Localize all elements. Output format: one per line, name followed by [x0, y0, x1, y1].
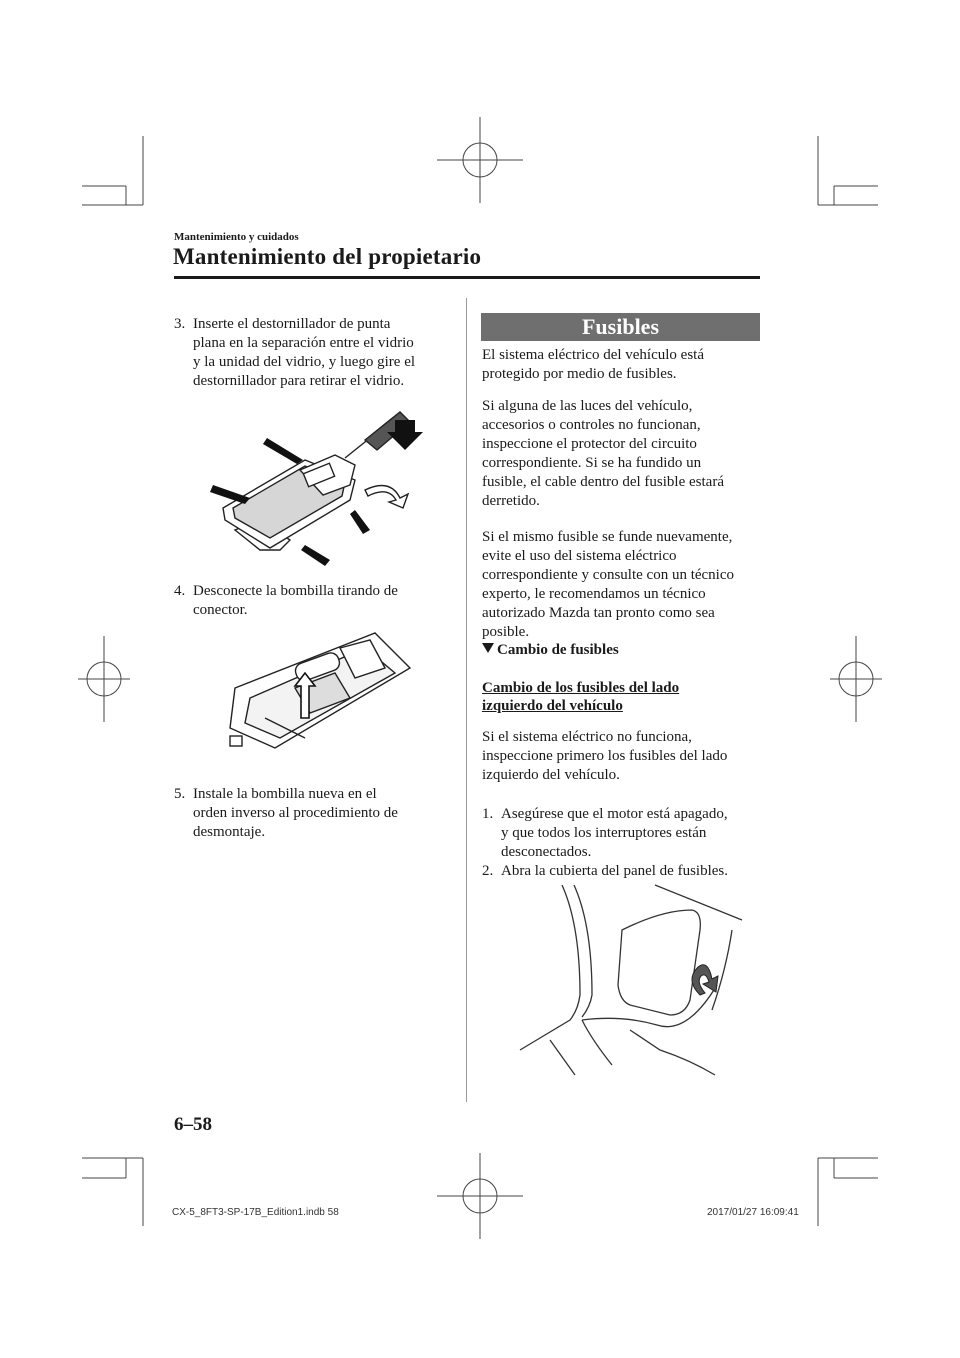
step-number: 5.	[174, 786, 186, 802]
step-number: 1.	[482, 806, 494, 822]
step-text	[193, 785, 398, 842]
text-line: Si el mismo fusible se funde nuevamente,	[482, 529, 733, 545]
text-line: accesorios o controles no funcionan,	[482, 417, 701, 433]
text-line: inspeccione el protector del circuito	[482, 436, 697, 452]
text-line: evite el uso del sistema eléctrico	[482, 548, 677, 564]
text-line: correspondiente y consulte con un técnico	[482, 567, 734, 583]
section-label: Mantenimiento y cuidados	[174, 231, 299, 243]
text-line: Asegúrese que el motor está apagado,	[501, 806, 728, 822]
text-line: orden inverso al procedimiento de	[193, 805, 398, 821]
text-line: desconectados.	[501, 844, 592, 860]
paragraph-lights	[482, 397, 762, 511]
paragraph-intro	[482, 346, 762, 384]
footer-timestamp: 2017/01/27 16:09:41	[707, 1207, 799, 1218]
text-line: Si el sistema eléctrico no funciona,	[482, 729, 692, 745]
text-line: Cambio de los fusibles del lado	[482, 680, 680, 696]
subheading-fuse-change	[482, 642, 619, 659]
step-text	[193, 582, 398, 620]
text-line: fusible, el cable dentro del fusible estará	[482, 474, 724, 490]
step-2	[482, 862, 762, 882]
bulb-removal-illustration	[225, 628, 415, 758]
text-line: Instale la bombilla nueva en el	[193, 786, 377, 802]
column-divider	[466, 298, 467, 1102]
text-line: autorizado Mazda tan pronto como sea	[482, 605, 715, 621]
footer-filename: CX-5_8FT3-SP-17B_Edition1.indb 58	[172, 1207, 339, 1218]
step-number: 2.	[482, 863, 494, 879]
text-line: y que todos los interruptores están	[501, 825, 707, 841]
step-text	[501, 805, 728, 862]
text-line: destornillador para retirar el vidrio.	[193, 373, 405, 389]
title-rule	[174, 276, 760, 279]
page-title: Mantenimiento del propietario	[173, 244, 482, 269]
step-1	[482, 805, 762, 865]
step-number: 4.	[174, 583, 186, 599]
text-line: izquierdo del vehículo	[482, 698, 623, 714]
text-line: Desconecte la bombilla tirando de	[193, 583, 398, 599]
text-line: derretido.	[482, 493, 540, 509]
text-line: correspondiente. Si se ha fundido un	[482, 455, 702, 471]
text-line: Abra la cubierta del panel de fusibles.	[501, 863, 728, 879]
text-line: Inserte el destornillador de punta	[193, 316, 391, 332]
text-line: izquierdo del vehículo.	[482, 767, 620, 783]
text-line: inspeccione primero los fusibles del lado	[482, 748, 728, 764]
step-3	[174, 315, 464, 395]
step-4	[174, 582, 464, 622]
text-line: El sistema eléctrico del vehículo está	[482, 347, 704, 363]
text-line: Si alguna de las luces del vehículo,	[482, 398, 693, 414]
text-line: conector.	[193, 602, 248, 618]
step-5	[174, 785, 464, 845]
text-line: desmontaje.	[193, 824, 266, 840]
fuse-panel-cover-illustration	[510, 880, 750, 1080]
text-line: posible.	[482, 624, 530, 640]
paragraph-repeat	[482, 528, 762, 642]
fusibles-banner: Fusibles	[481, 313, 760, 341]
text-line: experto, le recomendamos un técnico	[482, 586, 706, 602]
text-line: plana en la separación entre el vidrio	[193, 335, 414, 351]
text-line: protegido por medio de fusibles.	[482, 366, 677, 382]
page-number: 6–58	[174, 1114, 212, 1135]
step-text	[193, 315, 415, 391]
underlined-heading	[482, 679, 762, 715]
step-number: 3.	[174, 316, 186, 332]
subheading-text: Cambio de fusibles	[497, 642, 619, 658]
step-text	[501, 862, 728, 881]
lens-removal-illustration	[205, 400, 435, 575]
paragraph-left-side	[482, 728, 762, 785]
text-line: y la unidad del vidrio, y luego gire el	[193, 354, 416, 370]
triangle-marker-icon	[482, 643, 494, 653]
